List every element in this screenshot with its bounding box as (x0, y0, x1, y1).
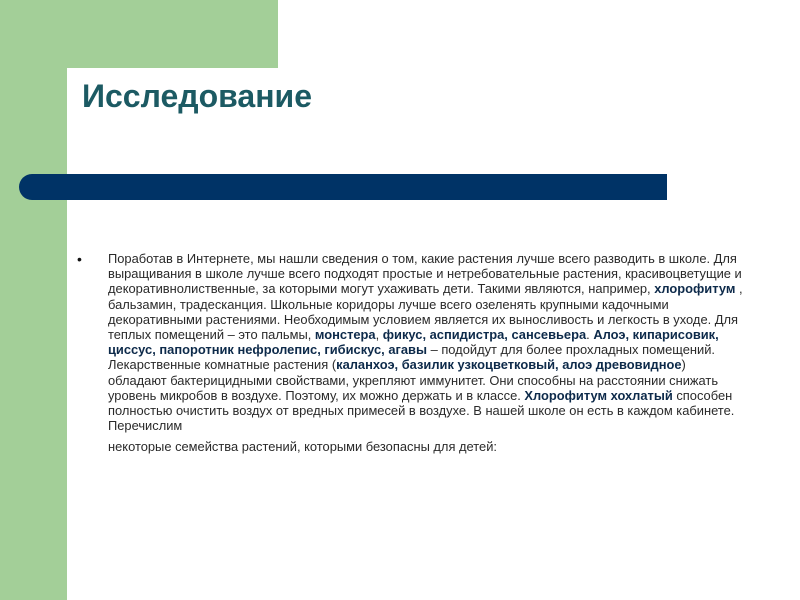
plant-name-bold: Хлорофитум хохлатый (524, 387, 673, 403)
green-decor-block (0, 0, 278, 68)
green-decor-strip (0, 0, 67, 600)
plant-name-bold: хлорофитум (654, 281, 736, 297)
text-fragment: – подойдут для более прохладных помещений. Лекарственные комнатные растения ( (108, 342, 715, 373)
plant-name-bold: каланхоэ, базилик узкоцветковый, алоэ древовидное (336, 357, 682, 373)
text-fragment: , бальзамин, традесканция. Школьные коридоры лучше всего озеленять крупными кадочными декоративными растениями. Необходимым условием является их выносливость и легкость в уходе. Для теплых помещений – это пальмы, (108, 281, 743, 343)
plant-name-bold: Алоэ, кипарисовик, циссус, папоротник нефролепис, гибискус, агавы (108, 327, 719, 358)
body-paragraph (108, 251, 748, 455)
text-fragment: . (586, 327, 594, 343)
slide-title: Исследование (82, 78, 312, 114)
text-fragment: некоторые семейства растений, которыми безопасны для детей: (108, 439, 497, 455)
title-underline-bar (19, 174, 667, 200)
bullet-icon: • (77, 251, 82, 267)
text-fragment: , (375, 327, 383, 343)
plant-name-bold: фикус, аспидистра, сансевьера (382, 327, 587, 343)
text-fragment: способен полностью очистить воздух от вредных примесей в воздухе. В нашей школе он есть в каждом кабинете. Перечислим (108, 387, 735, 434)
text-fragment: ) обладают бактерицидными свойствами, укрепляют иммунитет. Они способны на расстоянии снижать уровень микробов в воздухе. Поэтому, их можно держать и в классе. (108, 357, 719, 403)
plant-name-bold: монстера (314, 327, 376, 343)
text-fragment: Поработав в Интернете, мы нашли сведения о том, какие растения лучше всего разводить в школе. Для выращивания в школе лучше всего подходят простые и нетребовательные растения, красивоцветущие и декоративнолиственные, за которыми могут ухаживать дети. Такими являются, например, (108, 251, 742, 297)
